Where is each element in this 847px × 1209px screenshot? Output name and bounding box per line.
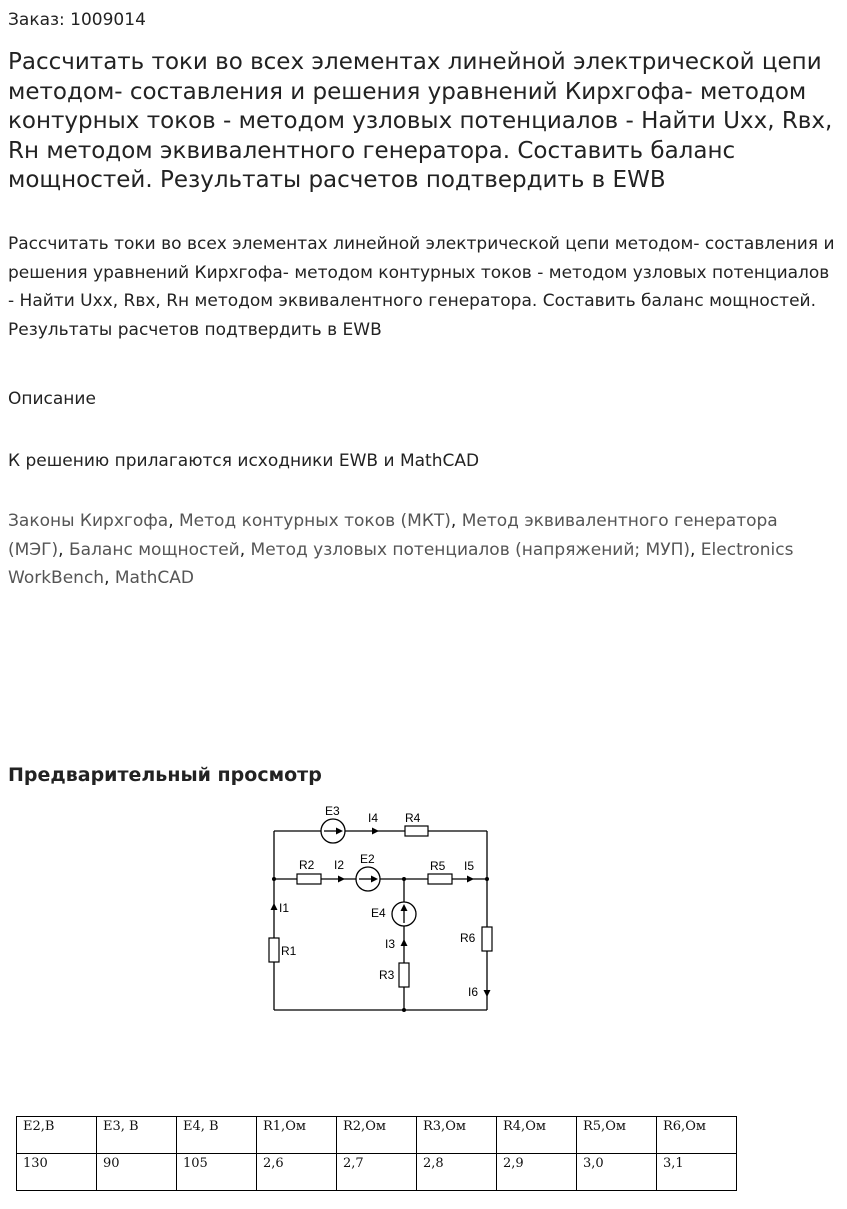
table-cell: 2,7 bbox=[337, 1154, 417, 1191]
attachment-note: К решению прилагаются исходники EWB и MathCAD bbox=[8, 451, 480, 471]
label-r4: R4 bbox=[405, 811, 421, 825]
page-title: Рассчитать токи во всех элементах линейной электрической цепи методом- составления и решения уравнений Кирхгофа- методом контурных токов - методом узловых потенциалов - Найти Uхх, Rвх, Rн методом эквивалентного генератора. Составить баланс мощностей. Результаты расчетов подтвердить в EWB bbox=[8, 49, 833, 193]
circuit-diagram bbox=[255, 798, 515, 1023]
table-cell: 105 bbox=[177, 1154, 257, 1191]
arrow-i1 bbox=[271, 903, 278, 910]
label-i5: I5 bbox=[464, 859, 475, 873]
table-header-cell: R6,Ом bbox=[657, 1117, 737, 1154]
arrow-i6 bbox=[484, 990, 491, 997]
tag-link[interactable]: Electronics WorkBench bbox=[8, 539, 794, 588]
tag-link[interactable]: Метод узловых потенциалов (напряжений; МУП) bbox=[250, 539, 690, 560]
table-row bbox=[17, 1154, 737, 1191]
description-section-label: Описание bbox=[8, 389, 96, 409]
arrow-i2 bbox=[338, 876, 345, 883]
preview-heading: Предварительный просмотр bbox=[8, 764, 322, 786]
table-cell: 90 bbox=[97, 1154, 177, 1191]
table-header-cell: E2,B bbox=[17, 1117, 97, 1154]
tag-link[interactable]: Баланс мощностей bbox=[68, 539, 240, 560]
tag-link[interactable]: Метод контурных токов (МКТ) bbox=[179, 511, 451, 531]
label-i3: I3 bbox=[385, 937, 396, 951]
arrow-i3 bbox=[401, 939, 408, 946]
table-header-row bbox=[17, 1117, 737, 1154]
task-description: Рассчитать токи во всех элементах линейной электрической цепи методом- составления и решения уравнений Кирхгофа- методом контурных токов - методом узловых потенциалов - Найти Uхх, Rвх, Rн методом эквивалентного генератора. Составить баланс мощностей. Результаты расчетов подтвердить в EWB bbox=[8, 234, 835, 340]
table-header-cell: R3,Ом bbox=[417, 1117, 497, 1154]
table-cell: 130 bbox=[17, 1154, 97, 1191]
table-header-cell: R5,Ом bbox=[577, 1117, 657, 1154]
resistor-r4 bbox=[405, 826, 428, 836]
table-header-cell: R1,Ом bbox=[257, 1117, 337, 1154]
table-header-cell: R2,Ом bbox=[337, 1117, 417, 1154]
label-i4: I4 bbox=[368, 811, 379, 825]
parameters-table bbox=[16, 1116, 737, 1191]
label-r3: R3 bbox=[379, 968, 395, 982]
arrow-i4 bbox=[372, 828, 379, 835]
arrow-i5 bbox=[467, 876, 474, 883]
resistor-r6 bbox=[482, 927, 492, 951]
label-e2: E2 bbox=[360, 852, 375, 866]
table-cell: 3,1 bbox=[657, 1154, 737, 1191]
table-cell: 2,9 bbox=[497, 1154, 577, 1191]
table-header-cell: E4, B bbox=[177, 1117, 257, 1154]
resistor-r2 bbox=[297, 874, 321, 884]
label-i1: I1 bbox=[279, 901, 290, 915]
resistor-r5 bbox=[428, 874, 452, 884]
table-cell: 3,0 bbox=[577, 1154, 657, 1191]
label-i6: I6 bbox=[468, 985, 479, 999]
tag-link[interactable]: Законы Кирхгофа bbox=[8, 511, 169, 531]
resistor-r1 bbox=[269, 938, 279, 962]
order-number: Заказ: 1009014 bbox=[8, 10, 146, 30]
label-r2: R2 bbox=[299, 858, 315, 872]
label-e4: E4 bbox=[371, 906, 386, 920]
label-r5: R5 bbox=[430, 859, 446, 873]
tag-list: Законы Кирхгофа, Метод контурных токов (МКТ), Метод эквивалентного генератора (МЭГ), Баланс мощностей, Метод узловых потенциалов (напряжений; МУП), Electronics WorkBench, MathCAD bbox=[8, 511, 794, 588]
tag-link[interactable]: Метод эквивалентного генератора (МЭГ) bbox=[8, 511, 778, 560]
label-r1: R1 bbox=[281, 944, 297, 958]
label-i2: I2 bbox=[334, 858, 345, 872]
label-e3: E3 bbox=[325, 804, 340, 818]
table-cell: 2,8 bbox=[417, 1154, 497, 1191]
table-cell: 2,6 bbox=[257, 1154, 337, 1191]
tag-link[interactable]: MathCAD bbox=[114, 568, 195, 588]
table-header-cell: E3, B bbox=[97, 1117, 177, 1154]
label-r6: R6 bbox=[460, 931, 476, 945]
resistor-r3 bbox=[399, 963, 409, 987]
table-header-cell: R4,Ом bbox=[497, 1117, 577, 1154]
